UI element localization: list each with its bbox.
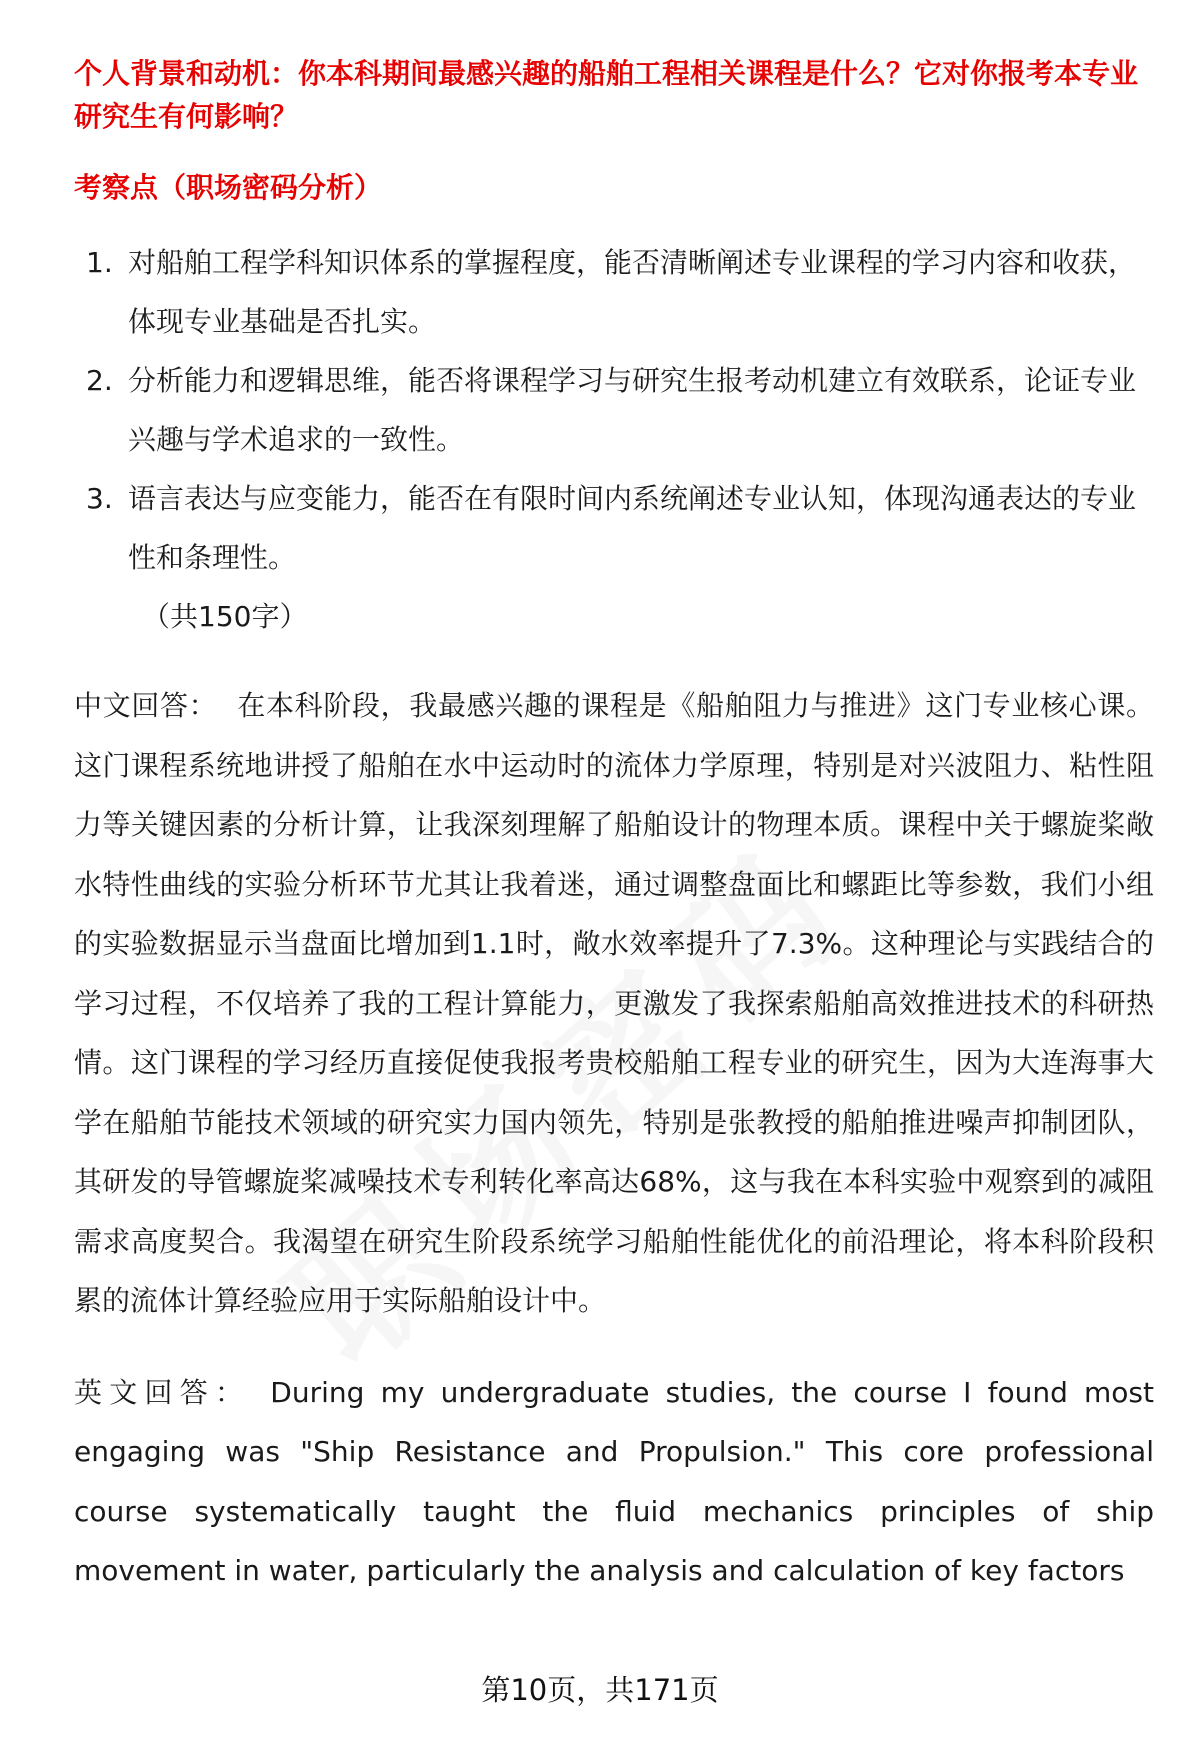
list-item-number: 3. (86, 482, 113, 515)
list-item (74, 469, 1154, 587)
analysis-points-list (74, 233, 1154, 587)
interview-question: 个人背景和动机：你本科期间最感兴趣的船舶工程相关课程是什么？它对你报考本专业研究生有何影响？ (74, 57, 1139, 133)
list-item-text: 分析能力和逻辑思维，能否将课程学习与研究生报考动机建立有效联系，论证专业兴趣与学术追求的一致性。 (128, 364, 1137, 456)
list-item-text: 语言表达与应变能力，能否在有限时间内系统阐述专业认知，体现沟通表达的专业性和条理性。 (128, 482, 1137, 574)
chinese-answer (74, 676, 1154, 1331)
chinese-answer-text: 在本科阶段，我最感兴趣的课程是《船舶阻力与推进》这门专业核心课。这门课程系统地讲授了船舶在水中运动时的流体力学原理，特别是对兴波阻力、粘性阻力等关键因素的分析计算，让我深刻理解了船舶设计的物理本质。课程中关于螺旋桨敞水特性曲线的实验分析环节尤其让我着迷，通过调整盘面比和螺距比等参数，我们小组的实验数据显示当盘面比增加到1.1时，敞水效率提升了7.3%。这种理论与实践结合的学习过程，不仅培养了我的工程计算能力，更激发了我探索船舶高效推进技术的科研热情。这门课程的学习经历直接促使我报考贵校船舶工程专业的研究生，因为大连海事大学在船舶节能技术领域的研究实力国内领先，特别是张教授的船舶推进噪声抑制团队，其研发的导管螺旋桨减噪技术专利转化率高达68%，这与我在本科实验中观察到的减阻需求高度契合。我渴望在研究生阶段系统学习船舶性能优化的前沿理论，将本科阶段积累的流体计算经验应用于实际船舶设计中。 (74, 689, 1154, 1317)
english-answer-text: During my undergraduate studies, the course I found most engaging was "Ship Resistance and Propulsion." This core professional course systematically taught the fluid mechanics principles of ship movement in water, particularly the analysis and calculation of key factors (74, 1375, 1154, 1587)
list-item-number: 1. (86, 246, 113, 279)
document-page (74, 52, 1154, 1601)
page-number-footer: 第10页，共171页 (481, 1673, 719, 1707)
chinese-answer-label: 中文回答： (74, 689, 218, 722)
english-answer (74, 1363, 1154, 1601)
list-item (74, 233, 1154, 351)
list-item-number: 2. (86, 364, 113, 397)
word-count: （共150字） (142, 600, 308, 633)
analysis-title: 考察点（职场密码分析） (74, 171, 383, 204)
list-item (74, 351, 1154, 469)
list-item-text: 对船舶工程学科知识体系的掌握程度，能否清晰阐述专业课程的学习内容和收获，体现专业基础是否扎实。 (128, 246, 1137, 338)
english-answer-label: 英文回答： (74, 1375, 251, 1409)
